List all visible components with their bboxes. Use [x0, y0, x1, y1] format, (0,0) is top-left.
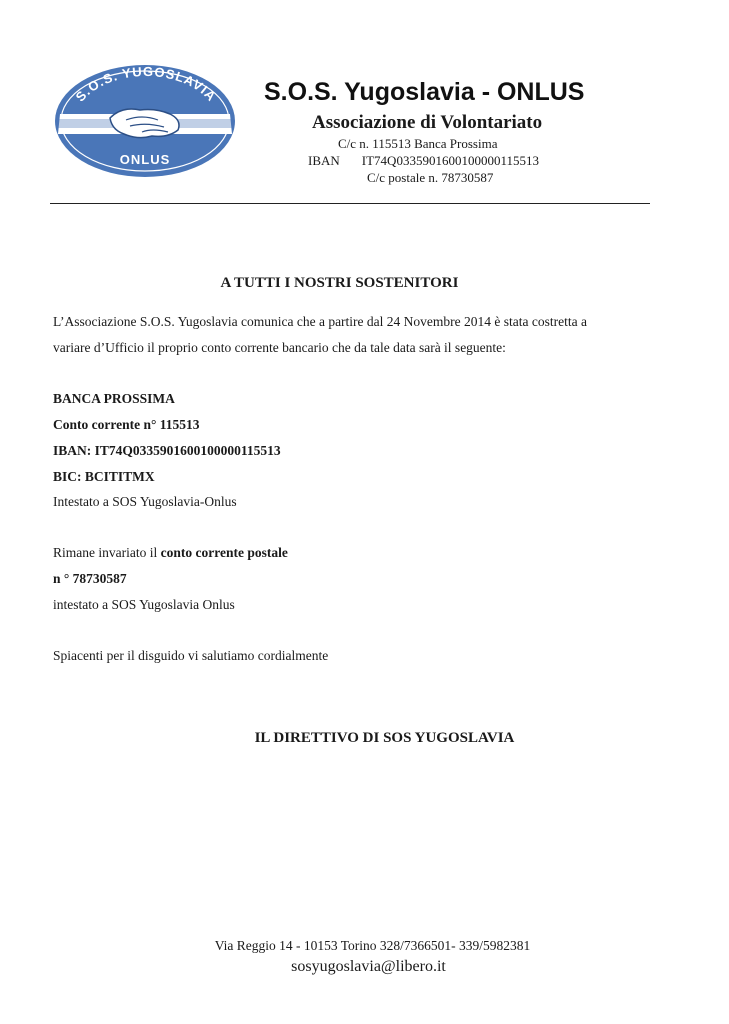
intro-line-2: variare d’Ufficio il proprio conto corrente bancario che da tale data sarà il seguente: — [53, 340, 506, 355]
org-subtitle: Associazione di Volontariato — [312, 112, 543, 133]
bic-detail: BIC: BCITITMX — [53, 469, 155, 484]
iban-detail: IBAN: IT74Q0335901600100000115513 — [53, 443, 281, 458]
handshake-icon — [110, 109, 179, 138]
iban-label: IBAN — [308, 153, 340, 168]
postal-number: n ° 78730587 — [53, 571, 127, 586]
signature: IL DIRETTIVO DI SOS YUGOSLAVIA — [254, 730, 515, 746]
bank-name: BANCA PROSSIMA — [53, 391, 175, 406]
closing-line: Spiacenti per il disguido vi salutiamo cordialmente — [53, 648, 329, 663]
logo-bottom-text: ONLUS — [119, 152, 171, 167]
postal-prefix: Rimane invariato il — [53, 545, 161, 560]
association-logo — [52, 62, 238, 180]
postal-holder: intestato a SOS Yugoslavia Onlus — [53, 597, 235, 612]
postal-account-line: C/c postale n. 78730587 — [367, 170, 494, 185]
postal-account-label: conto corrente postale — [160, 545, 288, 560]
org-name: S.O.S. Yugoslavia - ONLUS — [264, 78, 585, 106]
intro-line-1: L’Associazione S.O.S. Yugoslavia comunica che a partire dal 24 Novembre 2014 è stata costretta a — [53, 314, 587, 329]
postal-notice — [53, 545, 288, 561]
footer-email: sosyugoslavia@libero.it — [291, 958, 446, 975]
header-divider — [50, 203, 650, 204]
iban-value: IT74Q0335901600100000115513 — [361, 153, 539, 168]
account-number: Conto corrente n° 115513 — [53, 417, 200, 432]
logo-top-text: S.O.S. YUGOSLAVIA — [72, 63, 220, 105]
bank-account-line: C/c n. 115513 Banca Prossima — [338, 136, 498, 151]
footer-address: Via Reggio 14 - 10153 Torino 328/7366501- 339/5982381 — [214, 938, 531, 953]
iban-line — [308, 153, 539, 169]
letter-title: A TUTTI I NOSTRI SOSTENITORI — [220, 275, 459, 291]
account-holder: Intestato a SOS Yugoslavia-Onlus — [53, 494, 237, 509]
